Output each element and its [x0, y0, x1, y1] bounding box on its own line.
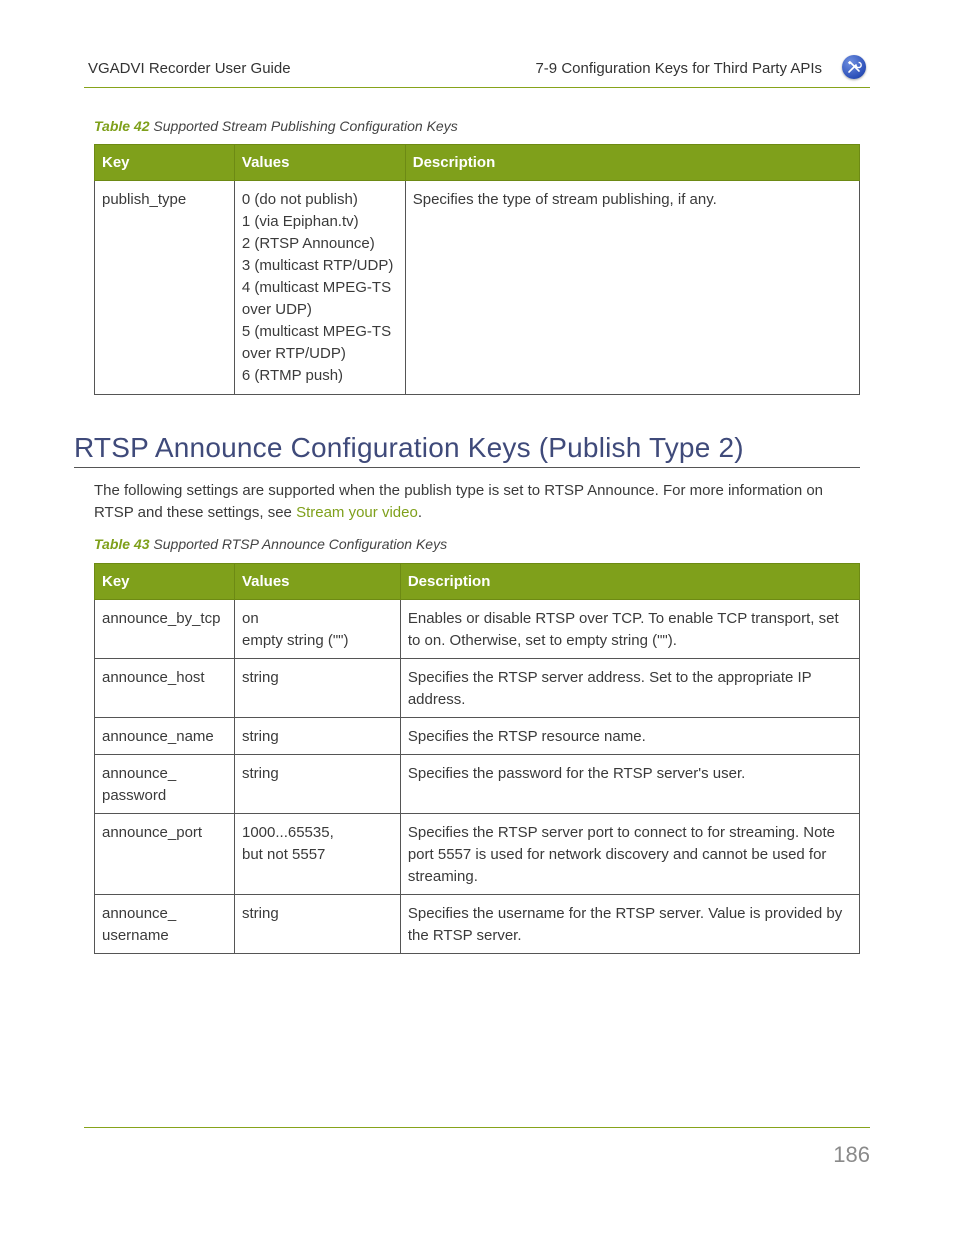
table-row	[95, 814, 860, 895]
table-row	[95, 181, 860, 395]
description-cell: Specifies the RTSP server address. Set to the appropriate IP address.	[400, 659, 859, 718]
table-42-caption	[94, 118, 458, 134]
description-cell: Specifies the RTSP resource name.	[400, 718, 859, 755]
table-row	[95, 895, 860, 954]
key-cell: announce_by_tcp	[95, 600, 235, 659]
values-cell: 1000...65535, but not 5557	[234, 814, 400, 895]
description-cell: Specifies the type of stream publishing, if any.	[405, 181, 859, 395]
page-number: 186	[833, 1142, 870, 1167]
section-heading: RTSP Announce Configuration Keys (Publish Type 2)	[74, 432, 744, 463]
running-header-title: VGADVI Recorder User Guide	[88, 60, 291, 77]
header-divider	[84, 87, 870, 88]
table-42-caption-text: Supported Stream Publishing Configuration Keys	[153, 118, 458, 134]
values-cell: string	[234, 895, 400, 954]
values-cell: 0 (do not publish) 1 (via Epiphan.tv) 2 (RTSP Announce) 3 (multicast RTP/UDP) 4 (multicast MPEG-TS over UDP) 5 (multicast MPEG-TS over RTP/UDP) 6 (RTMP push)	[234, 181, 405, 395]
column-header-description: Description	[405, 145, 859, 181]
section-heading-underline	[74, 467, 860, 468]
table-header-row	[95, 145, 860, 181]
description-cell: Specifies the username for the RTSP server. Value is provided by the RTSP server.	[400, 895, 859, 954]
table-row	[95, 755, 860, 814]
values-cell: on empty string ("")	[234, 600, 400, 659]
description-cell: Specifies the password for the RTSP server's user.	[400, 755, 859, 814]
column-header-values: Values	[234, 145, 405, 181]
column-header-description: Description	[400, 564, 859, 600]
table-43-number: Table 43	[94, 536, 150, 552]
table-row	[95, 600, 860, 659]
key-cell: announce_ username	[95, 895, 235, 954]
values-cell: string	[234, 659, 400, 718]
table-43-caption	[94, 536, 447, 552]
table-row	[95, 659, 860, 718]
table-42-number: Table 42	[94, 118, 150, 134]
tools-icon	[842, 55, 866, 79]
footer-divider	[84, 1127, 870, 1128]
intro-text: The following settings are supported when the publish type is set to RTSP Announce. For more information on RTSP and these settings, see	[94, 482, 824, 521]
key-cell: announce_name	[95, 718, 235, 755]
key-cell: announce_host	[95, 659, 235, 718]
intro-paragraph	[94, 480, 864, 524]
column-header-values: Values	[234, 564, 400, 600]
table-header-row	[95, 564, 860, 600]
values-cell: string	[234, 755, 400, 814]
table-43-caption-text: Supported RTSP Announce Configuration Keys	[153, 536, 448, 552]
values-cell: string	[234, 718, 400, 755]
key-cell: announce_port	[95, 814, 235, 895]
stream-publishing-table	[94, 144, 860, 395]
key-cell: publish_type	[95, 181, 235, 395]
running-header-section: 7-9 Configuration Keys for Third Party APIs	[535, 60, 822, 77]
description-cell: Enables or disable RTSP over TCP. To enable TCP transport, set to on. Otherwise, set to empty string ("").	[400, 600, 859, 659]
description-cell: Specifies the RTSP server port to connect to for streaming. Note port 5557 is used for network discovery and cannot be used for streaming.	[400, 814, 859, 895]
rtsp-announce-table	[94, 563, 860, 954]
key-cell: announce_ password	[95, 755, 235, 814]
column-header-key: Key	[95, 564, 235, 600]
intro-text-end: .	[417, 504, 422, 521]
stream-your-video-link[interactable]: Stream your video	[296, 504, 418, 521]
column-header-key: Key	[95, 145, 235, 181]
table-row	[95, 718, 860, 755]
